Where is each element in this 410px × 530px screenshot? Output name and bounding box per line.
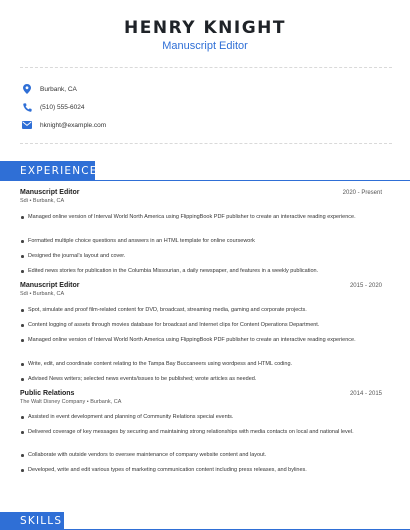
bullet-item: Spot, simulate and proof film-related content for DVD, broadcast, streaming media, gaming and corporate projects. (28, 306, 370, 315)
bullet-item: Developed, write and edit various types of marketing communication content including press releases, and bylines. (28, 466, 370, 475)
bullet-item: Assisted in event development and planning of Community Relations special events. (28, 413, 370, 422)
envelope-icon (22, 120, 32, 130)
bullet-item: Content logging of assets through movies database for broadcast and Internet clips for Content Operations Department. (28, 321, 370, 330)
candidate-name: HENRY KNIGHT (124, 18, 286, 38)
job-title: Manuscript Editor (20, 282, 80, 289)
job-dates: 2014 - 2015 (349, 391, 382, 397)
phone-icon (22, 102, 32, 112)
contact-phone (22, 100, 84, 114)
job-role: Manuscript Editor (162, 40, 248, 52)
contact-location (22, 82, 77, 96)
job-entry (20, 189, 382, 274)
location-pin-icon (22, 84, 32, 94)
contact-email (22, 118, 106, 132)
job-title: Manuscript Editor (20, 189, 80, 196)
skills-heading: SKILLS (0, 512, 64, 530)
bullet-item: Formatted multiple choice questions and answers in an HTML template for online coursework (28, 237, 370, 246)
job-dates: 2015 - 2020 (349, 283, 382, 289)
contact-location-text: Burbank, CA (40, 85, 77, 93)
contact-email-text: hknight@example.com (40, 121, 107, 129)
job-entry (20, 390, 382, 473)
bullet-item: Collaborate with outside vendors to oversee maintenance of company website content and layout. (28, 451, 370, 460)
contact-divider (20, 143, 392, 144)
bullet-item: Edited news stories for publication in the Columbia Missourian, a daily newspaper, and features in a weekly publication. (28, 267, 370, 276)
header-divider (20, 67, 392, 68)
job-company: The Walt Disney Company • Burbank, CA (20, 399, 122, 405)
bullet-item: Designed the journal's layout and cover. (28, 252, 370, 261)
job-company: Sdi • Burbank, CA (20, 198, 65, 204)
job-entry (20, 282, 382, 382)
experience-heading: EXPERIENCE (0, 161, 95, 181)
bullet-item: Managed online version of Interval World North America using FlippingBook PDF publisher to create an interactive reading experience. (28, 336, 370, 345)
job-dates: 2020 - Present (342, 190, 382, 196)
bullet-item: Write, edit, and coordinate content relating to the Tampa Bay Buccaneers using wordpess and HTML coding. (28, 360, 370, 369)
contact-phone-text: (510) 555-6024 (40, 103, 85, 111)
job-company: Sdi • Burbank, CA (20, 291, 65, 297)
bullet-item: Delivered coverage of key messages by securing and maintaining strong relationships with media contacts on local and national level. (28, 428, 370, 437)
bullet-item: Advised News writers; selected news events/issues to be published; wrote articles as needed. (28, 375, 370, 384)
bullet-item: Managed online version of Interval World North America using FlippingBook PDF publisher to create an interactive reading experience. (28, 213, 370, 222)
job-title: Public Relations (20, 390, 75, 397)
